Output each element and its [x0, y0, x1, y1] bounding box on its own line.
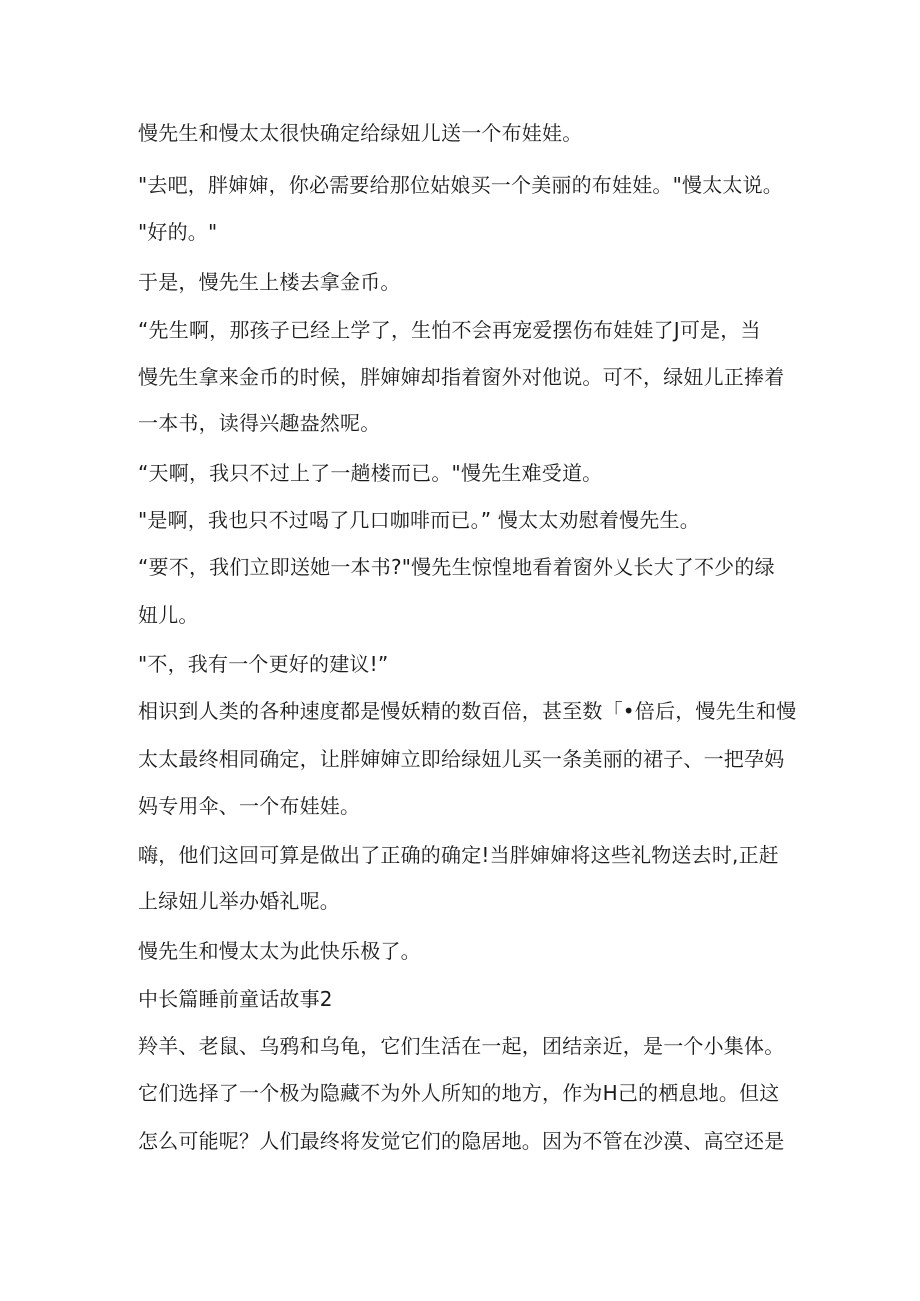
text-line: "不，我有一个更好的建议!”: [138, 652, 389, 676]
text-line: “天啊，我只不过上了一趟楼而已。"慢先生难受道。: [138, 461, 603, 485]
text-line: 一本书，读得兴趣盎然呢。: [138, 411, 381, 435]
text-line: 于是，慢先生上楼去拿金币。: [138, 270, 401, 294]
text-line: 它们选择了一个极为隐藏不为外人所知的地方，作为H己的栖息地。但这: [138, 1081, 780, 1105]
text-line: 慢先生和慢太太为此快乐极了。: [138, 939, 421, 963]
text-line: 怎么可能呢？人们最终将发觉它们的隐居地。因为不管在沙漠、高空还是: [138, 1129, 785, 1153]
text-line: 太太最终相同确定，让胖婶婶立即给绿妞儿买一条美丽的裙子、一把孕妈: [138, 747, 785, 771]
text-line: 羚羊、老鼠、乌鸦和乌龟，它们生活在一起，团结亲近，是一个小集体。: [138, 1034, 785, 1058]
text-line: "去吧，胖婶婶，你必需要给那位姑娘买一个美丽的布娃娃。"慢太太说。: [138, 173, 783, 197]
text-line: 嗨，他们这回可算是做出了正确的确定!当胖婶婶将这些礼物送去时,正赶: [138, 843, 779, 867]
text-line: "好的。": [138, 220, 218, 244]
text-line: 妈专用伞、一个布娃娃。: [138, 794, 361, 818]
section-heading: 中长篇睡前童话故事2: [138, 987, 333, 1011]
text-line: 相识到人类的各种速度都是慢妖精的数百倍，甚至数「•倍后，慢先生和慢: [138, 699, 797, 723]
text-line: “先生啊，那孩子已经上学了，生怕不会再宠爱摆伤布娃娃了J可是，当: [138, 318, 761, 342]
text-line: 慢先生和慢太太很快确定给绿妞儿送一个布娃娃。: [138, 121, 583, 145]
text-line: 上绿妞儿举办婚礼呢。: [138, 889, 340, 913]
text-line: “要不，我们立即送她一本书?"慢先生惊惶地看着窗外乂长大了不少的绿: [138, 555, 775, 579]
text-line: 慢先生拿来金币的时候，胖婶婶却指着窗外对他说。可不，绿妞儿正捧着: [138, 365, 785, 389]
text-line: 妞儿。: [138, 603, 199, 627]
text-line: "是啊，我也只不过喝了几口咖啡而已。” 慢太太劝慰着慢先生。: [138, 508, 700, 532]
